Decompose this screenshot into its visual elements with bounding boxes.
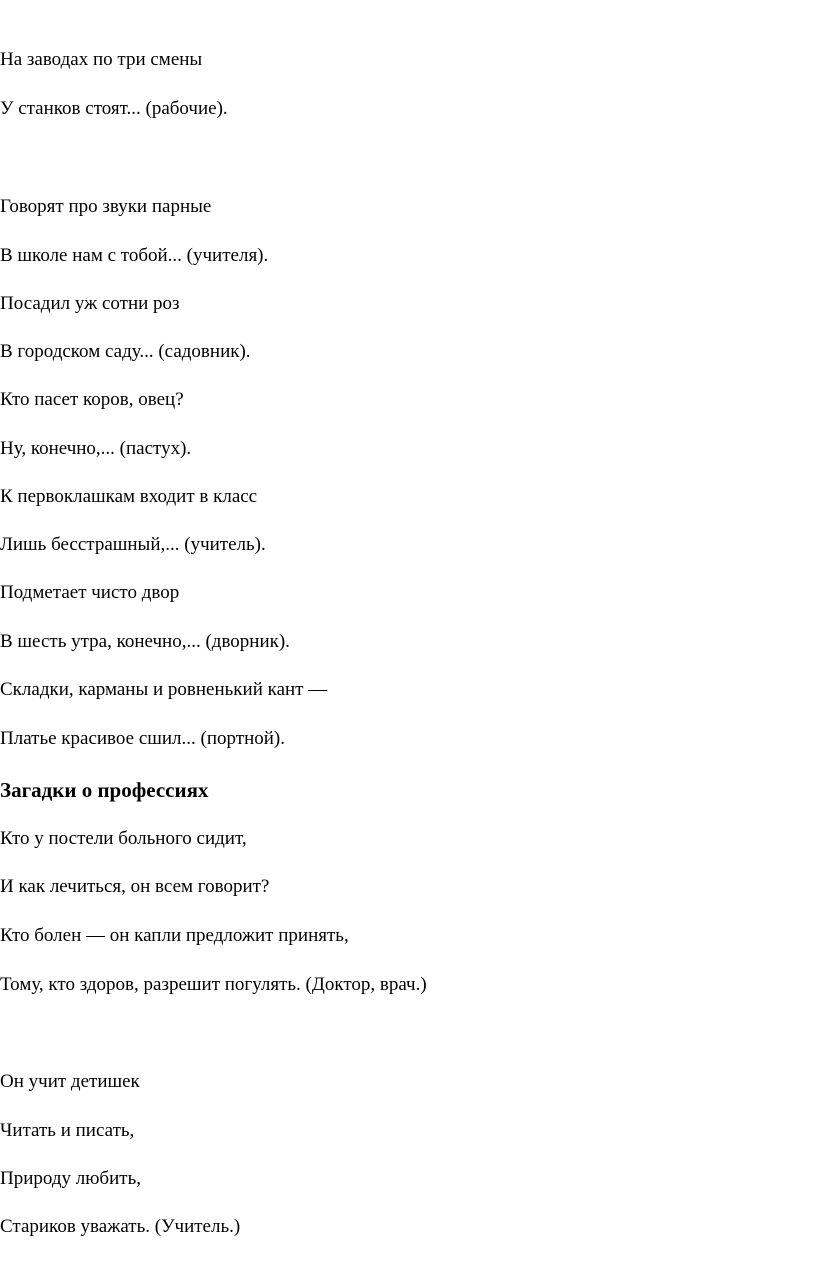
riddle-line: В городском саду... (садовник). bbox=[0, 341, 251, 362]
riddle-line: Говорят про звуки парные bbox=[0, 196, 212, 217]
riddle-line: Лишь бесстрашный,... (учитель). bbox=[0, 534, 266, 555]
riddle-line: Подметает чисто двор bbox=[0, 582, 180, 603]
riddle-line: На заводах по три смены bbox=[0, 49, 203, 70]
riddle-line: Ну, конечно,... (пастух). bbox=[0, 438, 192, 459]
riddle-line: Платье красивое сшил... (портной). bbox=[0, 728, 285, 749]
riddle-line: У станков стоят... (рабочие). bbox=[0, 98, 228, 119]
riddle-line: В школе нам с тобой... (учителя). bbox=[0, 245, 269, 266]
riddle-line: И как лечиться, он всем говорит? bbox=[0, 876, 270, 897]
section-heading: Загадки о профессиях bbox=[0, 778, 209, 802]
riddle-line: Стариков уважать. (Учитель.) bbox=[0, 1216, 241, 1237]
riddle-line: Тому, кто здоров, разрешит погулять. (Доктор, врач.) bbox=[0, 974, 427, 995]
riddle-line: Кто болен — он капли предложит принять, bbox=[0, 925, 349, 946]
riddle-line: Складки, карманы и ровненький кант — bbox=[0, 679, 328, 700]
riddle-line: В шесть утра, конечно,... (дворник). bbox=[0, 631, 290, 652]
riddle-line: Кто пасет коров, овец? bbox=[0, 389, 184, 410]
riddle-line: Кто у постели больного сидит, bbox=[0, 828, 247, 849]
riddle-line: Природу любить, bbox=[0, 1168, 141, 1189]
riddle-line: Читать и писать, bbox=[0, 1120, 135, 1141]
riddle-line: Посадил уж сотни роз bbox=[0, 293, 180, 314]
riddle-line: Он учит детишек bbox=[0, 1071, 140, 1092]
riddle-line: К первоклашкам входит в класс bbox=[0, 486, 258, 507]
